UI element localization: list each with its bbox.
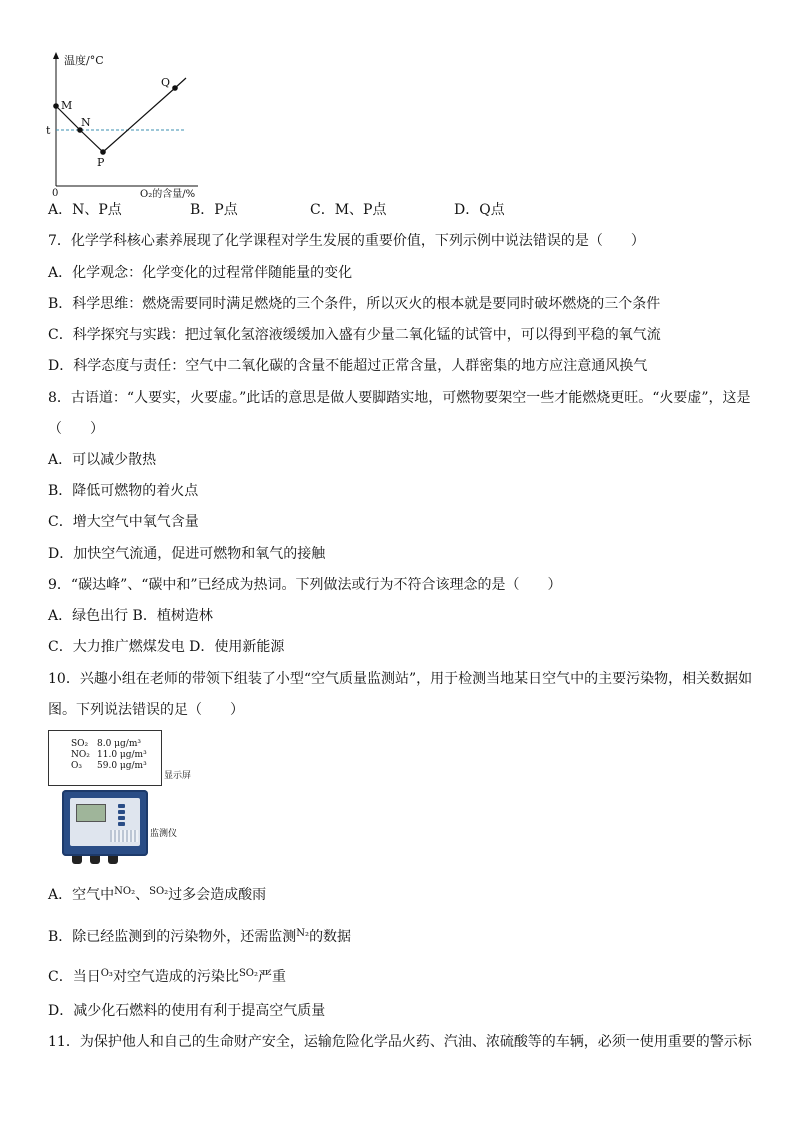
device-connectors <box>72 852 138 860</box>
display-screen-label: 显示屏 <box>164 771 192 781</box>
monitor-device-label: 监测仪 <box>150 829 178 839</box>
label-p: P <box>97 156 105 169</box>
q7-stem: 7．化学学科核心素养展现了化学课程对学生发展的重要价值，下列示例中说法错误的是（ ） <box>48 233 645 249</box>
screen-row-o3: O₃ 59.0 μg/m³ <box>71 761 147 771</box>
point-p <box>100 149 106 155</box>
q10-option-b: B．除已经监测到的污染物外，还需监测N₂的数据 <box>48 928 351 948</box>
q8-stem: 8．古语道：“人要实，火要虚。”此话的意思是做人要脚踏实地，可燃物要架空一些才能燃烧更旺。“火要虚”，这是 <box>48 390 751 406</box>
q7-option-d: D．科学态度与责任：空气中二氧化碳的含量不能超过正常含量，人群密集的地方应注意通风换气 <box>48 358 648 374</box>
q6-option-a: A．N、P点 <box>48 202 122 218</box>
device-keys <box>110 802 134 830</box>
display-screen <box>48 730 162 786</box>
chem-n2: N₂ <box>296 928 310 939</box>
q10-option-a: A．空气中NO₂、SO₂过多会造成酸雨 <box>48 886 266 906</box>
origin-label: 0 <box>52 188 59 198</box>
chem-so2-c: SO₂ <box>238 968 258 979</box>
q9-stem: 9．“碳达峰”、“碳中和”已经成为热词。下列做法或行为不符合该理念的是（ ） <box>48 577 562 593</box>
x-axis-label: O₂的含量/% <box>140 189 196 198</box>
y-axis-arrow <box>53 52 59 59</box>
q9-options-row1: A．绿色出行 B．植树造林 <box>48 608 213 624</box>
y-axis-label: 温度/°C <box>64 54 104 67</box>
q10-stem-cont: 图。下列说法错误的足（ ） <box>48 702 244 718</box>
label-n: N <box>81 116 91 129</box>
chem-o3: O₃ <box>100 968 113 979</box>
label-q: Q <box>161 76 171 89</box>
q8-option-d: D．加快空气流通，促进可燃物和氧气的接触 <box>48 546 326 562</box>
q6-options <box>48 201 505 219</box>
q6-option-d: D．Q点 <box>454 202 505 218</box>
q8-option-a: A．可以减少散热 <box>48 452 157 468</box>
screen-row-no2: NO₂ 11.0 μg/m³ <box>71 750 147 760</box>
chem-no2: NO₂ <box>114 886 136 897</box>
point-q <box>172 85 178 91</box>
q8-stem-cont: （ ） <box>48 421 104 437</box>
q7-option-a: A．化学观念：化学变化的过程常伴随能量的变化 <box>48 265 353 281</box>
q10-option-c: C．当日O₃对空气造成的污染比SO₂严重 <box>48 968 286 988</box>
screen-row-so2: SO₂ 8.0 μg/m³ <box>71 739 141 749</box>
t-label: t <box>46 124 51 137</box>
q8-option-c: C．增大空气中氧气含量 <box>48 514 199 530</box>
temperature-curve <box>56 78 186 152</box>
monitor-device <box>62 790 148 856</box>
device-lcd <box>76 804 106 822</box>
label-m: M <box>61 99 73 112</box>
air-quality-monitor-figure <box>48 730 228 862</box>
q10-stem: 10．兴趣小组在老师的带领下组装了小型“空气质量监测站”，用于检测当地某日空气中的主要污染物，相关数据如 <box>48 671 753 687</box>
q8-option-b: B．降低可燃物的着火点 <box>48 483 199 499</box>
q6-option-c: C．M、P点 <box>310 202 387 218</box>
q6-option-b: B．P点 <box>190 202 238 218</box>
q11-stem: 11．为保护他人和自己的生命财产安全，运输危险化学品火药、汽油、浓硫酸等的车辆，必须一使用重要的警示标 <box>48 1034 752 1050</box>
temperature-oxygen-graph <box>40 48 210 198</box>
chem-so2: SO₂ <box>149 886 169 897</box>
q9-options-row2: C．大力推广燃煤发电 D．使用新能源 <box>48 639 285 655</box>
q7-option-c: C．科学探究与实践：把过氧化氢溶液缓缓加入盛有少量二氧化锰的试管中，可以得到平稳的氧气流 <box>48 327 661 343</box>
q10-option-d: D．减少化石燃料的使用有利于提高空气质量 <box>48 1003 326 1019</box>
point-m <box>53 103 59 109</box>
q7-option-b: B．科学思维：燃烧需要同时满足燃烧的三个条件，所以灭火的根本就是要同时破坏燃烧的三个条件 <box>48 296 661 312</box>
device-vent <box>110 830 138 842</box>
